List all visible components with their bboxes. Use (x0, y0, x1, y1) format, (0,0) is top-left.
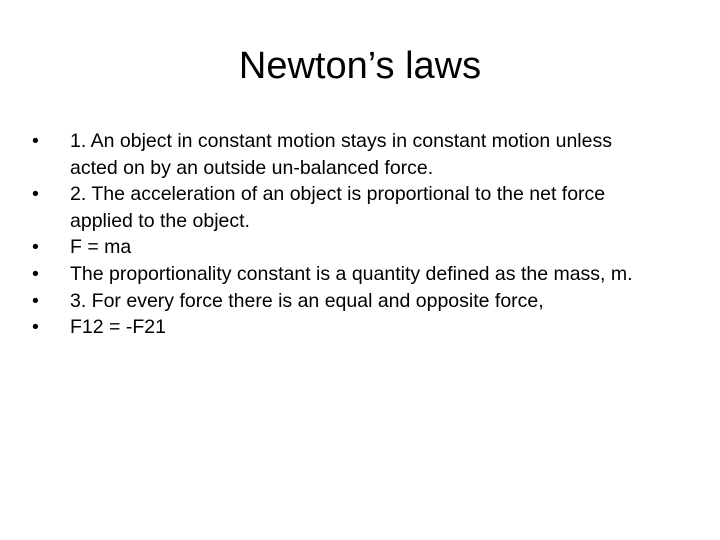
bullet-icon: • (32, 183, 39, 206)
list-item (32, 128, 662, 181)
slide-title: Newton’s laws (238, 45, 482, 87)
bullet-text: The proportionality constant is a quantity defined as the mass, m. (70, 262, 633, 285)
bullet-text: F = ma (70, 236, 132, 259)
bullet-icon: • (32, 130, 39, 152)
bullet-icon: • (32, 236, 39, 259)
bullet-text: F12 = -F21 (70, 316, 166, 339)
bullet-text: 2. The acceleration of an object is proportional to the net force applied to the object. (70, 183, 606, 232)
bullet-icon: • (32, 262, 39, 285)
bullet-icon: • (32, 289, 39, 312)
list-item (32, 261, 662, 288)
bullet-list (32, 128, 662, 341)
list-item (32, 314, 662, 341)
bullet-text: 1. An object in constant motion stays in constant motion unless acted on by an outside un-balanced force. (70, 130, 612, 179)
list-item (32, 181, 662, 234)
list-item (32, 288, 662, 315)
bullet-icon: • (32, 316, 39, 339)
bullet-text: 3. For every force there is an equal and opposite force, (70, 289, 544, 312)
list-item (32, 234, 662, 261)
